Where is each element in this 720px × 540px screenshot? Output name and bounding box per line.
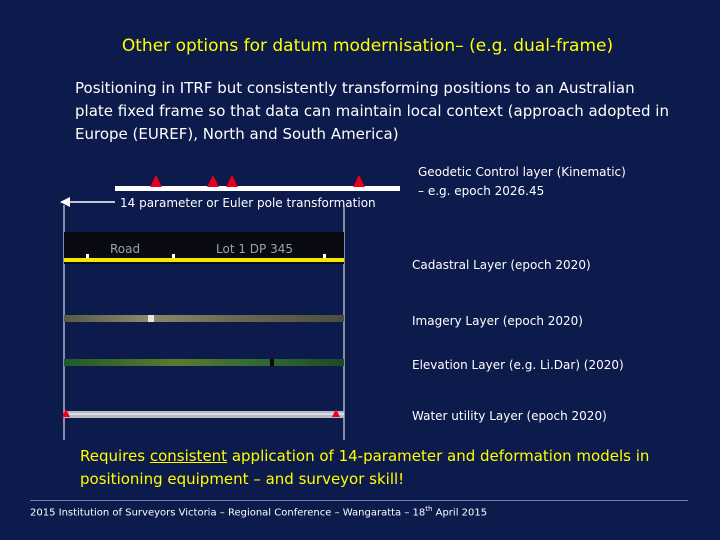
conclusion-part1: Requires (80, 447, 150, 465)
intro-text: Positioning in ITRF but consistently transforming positions to an Australian plate fixed frame so that data can maintain local context (approach adopted in Europe (EUREF), North and South America) (75, 79, 669, 143)
imagery-detail (148, 315, 154, 322)
footer-divider (30, 500, 688, 501)
cadastral-mark (86, 254, 89, 258)
lot-label: Lot 1 DP 345 (216, 242, 293, 256)
footer-suffix: April 2015 (432, 507, 488, 519)
imagery-layer-strip (64, 315, 344, 322)
footer-text: 2015 Institution of Surveyors Victoria – Regional Conference – Wangaratta – 18 (30, 507, 426, 519)
water-main-line (64, 413, 344, 415)
conclusion-emphasis: consistent (149, 447, 228, 465)
arrow-head-icon (60, 197, 70, 207)
elevation-layer-label: Elevation Layer (e.g. Li.Dar) (2020) (412, 358, 624, 372)
control-mark-marker (226, 175, 238, 187)
cadastral-boundary-line (64, 258, 344, 262)
elevation-detail (270, 359, 274, 366)
conclusion-text (80, 445, 680, 491)
geodetic-label-line1: Geodetic Control layer (Kinematic) (418, 165, 626, 179)
transform-label: 14 parameter or Euler pole transformation (120, 196, 376, 210)
geodetic-layer-label (418, 163, 626, 201)
control-mark-marker (353, 175, 365, 187)
water-layer-label: Water utility Layer (epoch 2020) (412, 409, 607, 423)
footer (30, 505, 487, 518)
control-mark-marker (150, 175, 162, 187)
footer-superscript: th (425, 505, 433, 513)
geodetic-label-line2: – e.g. epoch 2026.45 (418, 184, 545, 198)
elevation-layer-strip (64, 359, 344, 366)
road-label: Road (110, 242, 141, 256)
cadastral-mark (172, 254, 175, 258)
control-mark-marker (207, 175, 219, 187)
cadastral-mark (323, 254, 326, 258)
cadastral-layer-label: Cadastral Layer (epoch 2020) (412, 258, 591, 272)
slide-title: Other options for datum modernisation– (e.g. dual-frame) (121, 36, 614, 56)
conclusion-part2: application of 14-parameter and deformation models in positioning equipment – and surveyor skill! (80, 447, 650, 488)
imagery-layer-label: Imagery Layer (epoch 2020) (412, 314, 583, 328)
